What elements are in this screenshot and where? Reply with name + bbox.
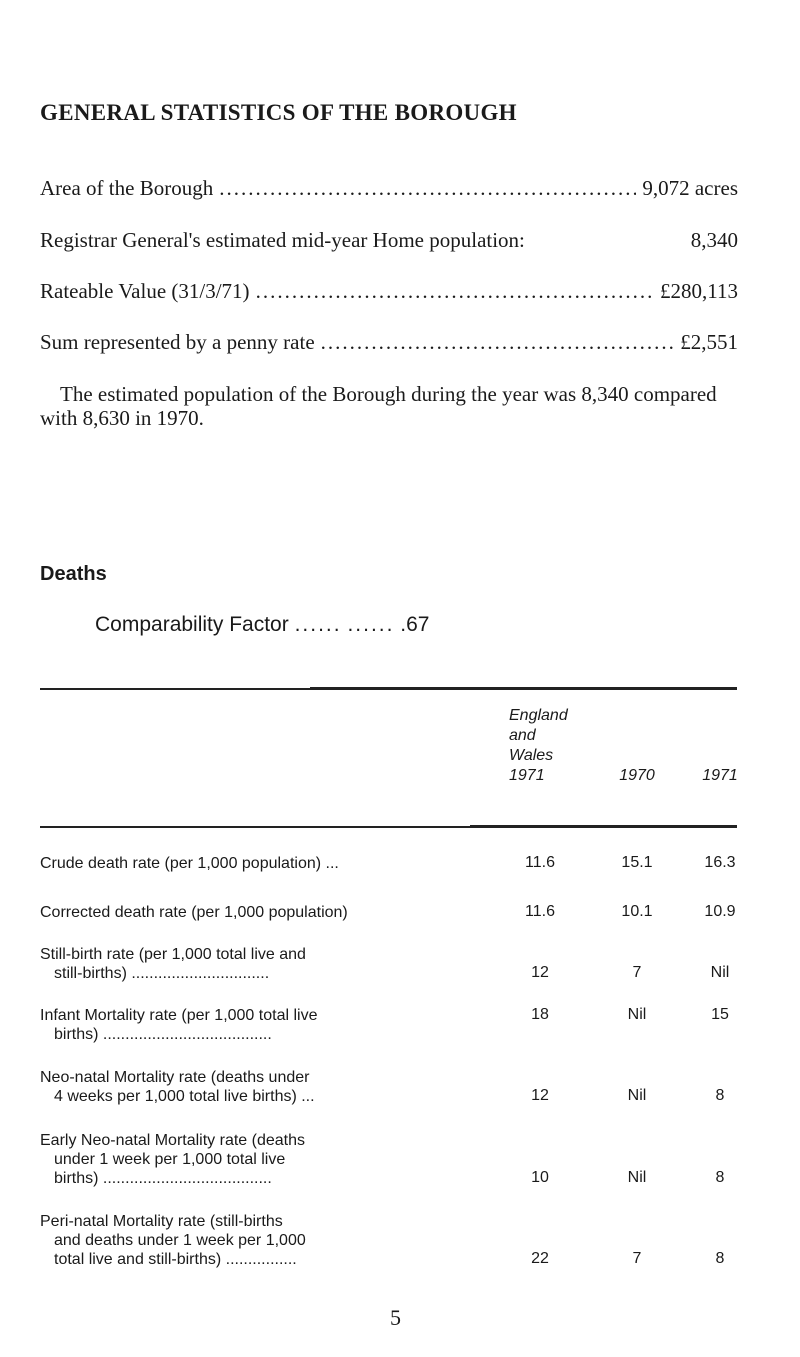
table-row-label [40,1006,317,1044]
comparability-factor [95,613,430,637]
table-cell: Nil [627,1169,647,1186]
table-row-label [40,945,306,983]
table-cell: 10.1 [621,903,653,920]
table-cell: 12 [531,964,549,981]
row-label-line: births) ...................................... [54,1170,272,1187]
row-label-line: under 1 week per 1,000 total live [54,1151,286,1168]
table-row-label [40,854,339,873]
area-label: Area of the Borough [40,176,214,200]
row-label-line: Crude death rate (per 1,000 population) ... [40,855,339,872]
table-cell: 11.6 [525,854,555,871]
header-line: 1971 [509,767,545,784]
table-cell: 8 [715,1087,725,1104]
header-england-wales-1971 [509,706,589,786]
row-label-line: total live and still-births) ................ [54,1251,297,1268]
penny-rate-value: £2,551 [680,330,738,354]
population-value: 8,340 [690,228,738,252]
header-1970: 1970 [619,767,655,784]
population-paragraph: The estimated population of the Borough during the year was 8,340 compared with 8,630 in 1970. [40,382,717,430]
leader-dots [219,176,636,201]
header-line: Wales [509,747,554,764]
row-label-line: and deaths under 1 week per 1,000 [54,1232,306,1249]
row-label-line: 4 weeks per 1,000 total live births) ... [54,1088,315,1105]
rateable-label: Rateable Value (31/3/71) [40,279,250,303]
table-row-label [40,1131,305,1188]
table-cell: 18 [531,1006,549,1023]
population-row [40,228,738,253]
population-label: Registrar General's estimated mid-year Home population: [40,228,525,252]
row-label-line: Infant Mortality rate (per 1,000 total live [40,1007,318,1024]
row-label-line: births) ...................................... [54,1026,272,1043]
comparability-dots: ...... [347,613,395,636]
page-title: GENERAL STATISTICS OF THE BOROUGH [40,100,517,125]
table-cell: 8 [715,1169,725,1186]
area-row [40,176,738,201]
row-label-line: still-births) ............................... [54,965,270,982]
table-cell: 22 [531,1250,549,1267]
comparability-label: Comparability Factor [95,613,289,636]
row-label-line: Corrected death rate (per 1,000 population) [40,904,348,921]
row-label-line: Early Neo-natal Mortality rate (deaths [40,1132,305,1149]
table-cell: 10 [531,1169,549,1186]
table-header-rule-thick [470,825,737,828]
area-value: 9,072 acres [642,176,738,200]
header-line: and [509,727,536,744]
deaths-heading: Deaths [40,563,107,585]
table-cell: 12 [531,1087,549,1104]
table-row-label [40,1212,306,1269]
table-row-label [40,1068,315,1106]
comparability-dots: ...... [294,613,342,636]
header-line: England [509,707,568,724]
table-cell: 8 [715,1250,725,1267]
table-row-label [40,903,348,922]
leader-dots [256,279,654,304]
comparability-value: .67 [400,613,430,636]
table-cell: 7 [632,1250,642,1267]
penny-rate-row [40,330,738,355]
table-cell: Nil [627,1087,647,1104]
row-label-line: Still-birth rate (per 1,000 total live and [40,946,306,963]
table-cell: 15.1 [621,854,653,871]
rateable-row [40,279,738,304]
penny-rate-label: Sum represented by a penny rate [40,330,315,354]
table-cell: 7 [632,964,642,981]
page-number: 5 [390,1305,401,1330]
leader-dots [321,330,675,355]
table-cell: 10.9 [704,903,736,920]
row-label-line: Neo-natal Mortality rate (deaths under [40,1069,310,1086]
table-cell: 16.3 [704,854,736,871]
row-label-line: Peri-natal Mortality rate (still-births [40,1213,283,1230]
table-cell: Nil [627,1006,647,1023]
table-cell: Nil [710,964,730,981]
table-top-rule-thick [310,687,737,690]
header-1971: 1971 [702,767,738,784]
table-cell: 11.6 [525,903,555,920]
table-cell: 15 [711,1006,729,1023]
rateable-value: £280,113 [660,279,738,303]
